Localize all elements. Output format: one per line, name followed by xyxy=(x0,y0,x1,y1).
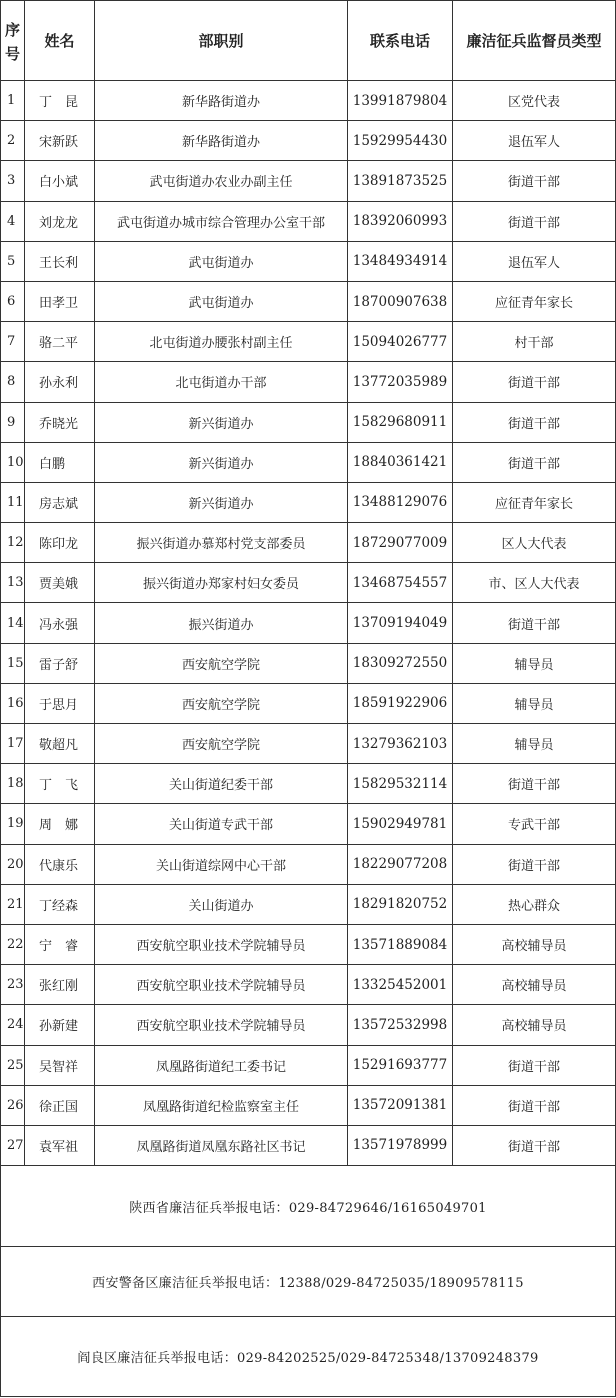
row-number: 19 xyxy=(1,804,25,844)
row-name: 乔晓光 xyxy=(25,402,95,442)
row-department: 凤凰路街道纪检监察室主任 xyxy=(95,1085,348,1125)
row-phone: 13572532998 xyxy=(348,1005,453,1045)
header-phone: 联系电话 xyxy=(348,1,453,81)
row-department: 新兴街道办 xyxy=(95,402,348,442)
footer-provincial-hotline: 陕西省廉洁征兵举报电话：029-84729646/16165049701 xyxy=(1,1166,616,1247)
table-row xyxy=(1,121,616,161)
table-row xyxy=(1,523,616,563)
row-name: 刘龙龙 xyxy=(25,201,95,241)
row-supervisor-type: 辅导员 xyxy=(453,643,616,683)
table-row xyxy=(1,683,616,723)
row-supervisor-type: 街道干部 xyxy=(453,844,616,884)
row-number: 13 xyxy=(1,563,25,603)
row-phone: 13279362103 xyxy=(348,724,453,764)
row-phone: 15829680911 xyxy=(348,402,453,442)
row-number: 17 xyxy=(1,724,25,764)
row-supervisor-type: 街道干部 xyxy=(453,402,616,442)
row-department: 振兴街道办 xyxy=(95,603,348,643)
table-row xyxy=(1,402,616,442)
row-name: 陈印龙 xyxy=(25,523,95,563)
row-supervisor-type: 退伍军人 xyxy=(453,241,616,281)
row-phone: 13468754557 xyxy=(348,563,453,603)
row-department: 新兴街道办 xyxy=(95,442,348,482)
table-row xyxy=(1,804,616,844)
table-row xyxy=(1,161,616,201)
table-row xyxy=(1,201,616,241)
row-name: 孙新建 xyxy=(25,1005,95,1045)
row-supervisor-type: 街道干部 xyxy=(453,1085,616,1125)
footer-row-garrison xyxy=(1,1247,616,1317)
row-number: 16 xyxy=(1,683,25,723)
row-name: 骆二平 xyxy=(25,322,95,362)
row-number: 8 xyxy=(1,362,25,402)
row-supervisor-type: 高校辅导员 xyxy=(453,965,616,1005)
row-phone: 13488129076 xyxy=(348,482,453,522)
row-department: 新兴街道办 xyxy=(95,482,348,522)
header-name: 姓名 xyxy=(25,1,95,81)
row-supervisor-type: 街道干部 xyxy=(453,201,616,241)
table-row xyxy=(1,1085,616,1125)
row-phone: 13484934914 xyxy=(348,241,453,281)
row-department: 西安航空学院 xyxy=(95,643,348,683)
row-department: 关山街道办 xyxy=(95,884,348,924)
row-department: 关山街道综网中心干部 xyxy=(95,844,348,884)
table-row xyxy=(1,1005,616,1045)
row-department: 关山街道专武干部 xyxy=(95,804,348,844)
row-supervisor-type: 街道干部 xyxy=(453,764,616,804)
row-number: 10 xyxy=(1,442,25,482)
row-supervisor-type: 街道干部 xyxy=(453,1125,616,1165)
row-name: 丁 飞 xyxy=(25,764,95,804)
row-number: 18 xyxy=(1,764,25,804)
row-department: 武屯街道办农业办副主任 xyxy=(95,161,348,201)
row-name: 宋新跃 xyxy=(25,121,95,161)
row-number: 1 xyxy=(1,81,25,121)
row-department: 西安航空职业技术学院辅导员 xyxy=(95,965,348,1005)
row-department: 北屯街道办干部 xyxy=(95,362,348,402)
row-phone: 18291820752 xyxy=(348,884,453,924)
row-number: 3 xyxy=(1,161,25,201)
row-number: 23 xyxy=(1,965,25,1005)
table-row xyxy=(1,281,616,321)
row-supervisor-type: 辅导员 xyxy=(453,683,616,723)
row-name: 白鹏 xyxy=(25,442,95,482)
table-row xyxy=(1,442,616,482)
row-number: 6 xyxy=(1,281,25,321)
row-phone: 13571978999 xyxy=(348,1125,453,1165)
row-number: 11 xyxy=(1,482,25,522)
row-number: 15 xyxy=(1,643,25,683)
header-seq xyxy=(1,1,25,81)
row-phone: 13991879804 xyxy=(348,81,453,121)
row-phone: 15094026777 xyxy=(348,322,453,362)
row-supervisor-type: 市、区人大代表 xyxy=(453,563,616,603)
row-name: 雷子舒 xyxy=(25,643,95,683)
table-row xyxy=(1,1125,616,1165)
row-name: 吴智祥 xyxy=(25,1045,95,1085)
table-row xyxy=(1,81,616,121)
row-name: 冯永强 xyxy=(25,603,95,643)
row-phone: 13772035989 xyxy=(348,362,453,402)
table-body xyxy=(1,81,616,1166)
row-name: 敬超凡 xyxy=(25,724,95,764)
row-supervisor-type: 热心群众 xyxy=(453,884,616,924)
row-supervisor-type: 专武干部 xyxy=(453,804,616,844)
row-number: 14 xyxy=(1,603,25,643)
row-name: 孙永利 xyxy=(25,362,95,402)
row-phone: 18591922906 xyxy=(348,683,453,723)
table-row xyxy=(1,241,616,281)
row-supervisor-type: 辅导员 xyxy=(453,724,616,764)
row-supervisor-type: 村干部 xyxy=(453,322,616,362)
row-number: 27 xyxy=(1,1125,25,1165)
row-department: 西安航空学院 xyxy=(95,724,348,764)
table-row xyxy=(1,924,616,964)
row-department: 北屯街道办腰张村副主任 xyxy=(95,322,348,362)
row-department: 新华路街道办 xyxy=(95,81,348,121)
row-name: 代康乐 xyxy=(25,844,95,884)
row-phone: 15929954430 xyxy=(348,121,453,161)
row-phone: 13572091381 xyxy=(348,1085,453,1125)
row-name: 房志斌 xyxy=(25,482,95,522)
row-name: 于思月 xyxy=(25,683,95,723)
row-supervisor-type: 街道干部 xyxy=(453,161,616,201)
table-row xyxy=(1,764,616,804)
row-department: 新华路街道办 xyxy=(95,121,348,161)
table-row xyxy=(1,643,616,683)
header-seq-line2: 号 xyxy=(4,44,20,63)
row-number: 2 xyxy=(1,121,25,161)
row-department: 西安航空学院 xyxy=(95,683,348,723)
header-seq-line1: 序 xyxy=(4,20,20,39)
row-name: 田孝卫 xyxy=(25,281,95,321)
row-phone: 13709194049 xyxy=(348,603,453,643)
row-name: 周 娜 xyxy=(25,804,95,844)
table-row xyxy=(1,884,616,924)
row-supervisor-type: 应征青年家长 xyxy=(453,482,616,522)
row-supervisor-type: 街道干部 xyxy=(453,1045,616,1085)
row-name: 袁军祖 xyxy=(25,1125,95,1165)
row-name: 贾美娥 xyxy=(25,563,95,603)
table-row xyxy=(1,563,616,603)
footer-garrison-hotline: 西安警备区廉洁征兵举报电话：12388/029-84725035/18909578115 xyxy=(1,1247,616,1317)
row-department: 武屯街道办 xyxy=(95,241,348,281)
row-phone: 13325452001 xyxy=(348,965,453,1005)
row-number: 26 xyxy=(1,1085,25,1125)
row-number: 5 xyxy=(1,241,25,281)
row-name: 丁 昆 xyxy=(25,81,95,121)
row-phone: 15902949781 xyxy=(348,804,453,844)
table-row xyxy=(1,965,616,1005)
row-department: 振兴街道办郑家村妇女委员 xyxy=(95,563,348,603)
row-supervisor-type: 应征青年家长 xyxy=(453,281,616,321)
row-supervisor-type: 区党代表 xyxy=(453,81,616,121)
row-name: 徐正国 xyxy=(25,1085,95,1125)
row-phone: 18229077208 xyxy=(348,844,453,884)
header-type: 廉洁征兵监督员类型 xyxy=(453,1,616,81)
row-number: 7 xyxy=(1,322,25,362)
row-number: 25 xyxy=(1,1045,25,1085)
row-number: 9 xyxy=(1,402,25,442)
row-name: 王长利 xyxy=(25,241,95,281)
footer-row-provincial xyxy=(1,1166,616,1247)
row-number: 4 xyxy=(1,201,25,241)
row-department: 武屯街道办 xyxy=(95,281,348,321)
table-row xyxy=(1,603,616,643)
table-row xyxy=(1,844,616,884)
row-department: 凤凰路街道凤凰东路社区书记 xyxy=(95,1125,348,1165)
row-name: 白小斌 xyxy=(25,161,95,201)
header-dept: 部职别 xyxy=(95,1,348,81)
row-department: 武屯街道办城市综合管理办公室干部 xyxy=(95,201,348,241)
row-supervisor-type: 街道干部 xyxy=(453,603,616,643)
row-name: 丁经森 xyxy=(25,884,95,924)
row-supervisor-type: 退伍军人 xyxy=(453,121,616,161)
row-name: 张红刚 xyxy=(25,965,95,1005)
table-row xyxy=(1,724,616,764)
row-phone: 15829532114 xyxy=(348,764,453,804)
table-row xyxy=(1,362,616,402)
row-phone: 18309272550 xyxy=(348,643,453,683)
row-department: 振兴街道办慕郑村党支部委员 xyxy=(95,523,348,563)
row-supervisor-type: 街道干部 xyxy=(453,362,616,402)
row-number: 22 xyxy=(1,924,25,964)
row-phone: 15291693777 xyxy=(348,1045,453,1085)
row-supervisor-type: 街道干部 xyxy=(453,442,616,482)
row-department: 西安航空职业技术学院辅导员 xyxy=(95,1005,348,1045)
row-supervisor-type: 高校辅导员 xyxy=(453,1005,616,1045)
row-number: 12 xyxy=(1,523,25,563)
row-name: 宁 睿 xyxy=(25,924,95,964)
table-row xyxy=(1,1045,616,1085)
row-phone: 18700907638 xyxy=(348,281,453,321)
row-number: 24 xyxy=(1,1005,25,1045)
row-phone: 18840361421 xyxy=(348,442,453,482)
row-number: 21 xyxy=(1,884,25,924)
footer-district-hotline: 阎良区廉洁征兵举报电话：029-84202525/029-84725348/13709248379 xyxy=(1,1317,616,1397)
row-supervisor-type: 区人大代表 xyxy=(453,523,616,563)
row-phone: 18392060993 xyxy=(348,201,453,241)
footer-row-district xyxy=(1,1317,616,1397)
row-number: 20 xyxy=(1,844,25,884)
table-row xyxy=(1,482,616,522)
row-phone: 13891873525 xyxy=(348,161,453,201)
row-department: 西安航空职业技术学院辅导员 xyxy=(95,924,348,964)
row-phone: 18729077009 xyxy=(348,523,453,563)
table-row xyxy=(1,322,616,362)
row-phone: 13571889084 xyxy=(348,924,453,964)
row-department: 凤凰路街道纪工委书记 xyxy=(95,1045,348,1085)
table-header-row xyxy=(1,1,616,81)
row-supervisor-type: 高校辅导员 xyxy=(453,924,616,964)
row-department: 关山街道纪委干部 xyxy=(95,764,348,804)
